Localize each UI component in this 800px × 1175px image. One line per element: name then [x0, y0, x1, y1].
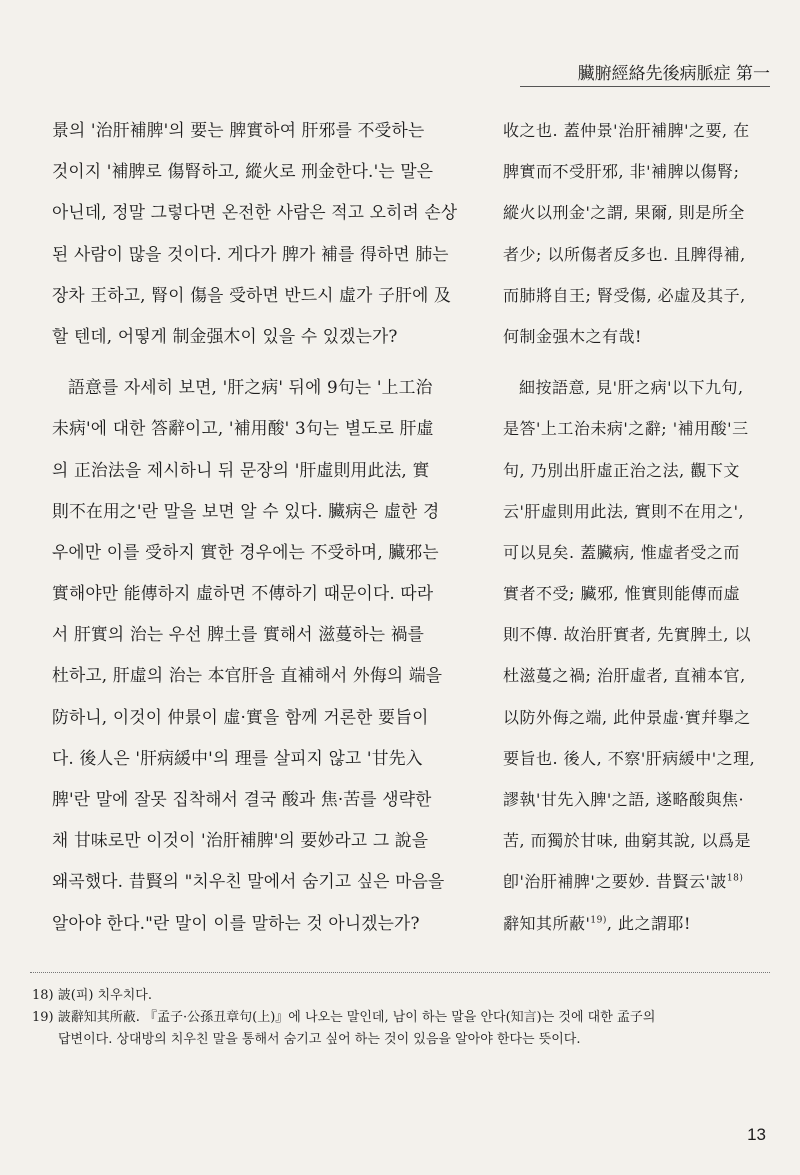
- text-line: 未病'에 대한 答辭이고, '補用酸' 3句는 별도로 肝虛: [52, 418, 434, 439]
- text-line: 細按語意, 見'肝之病'以下九句,: [519, 378, 744, 398]
- text-line: 則不在用之'란 말을 보면 알 수 있다. 臟病은 虛한 경: [52, 500, 440, 521]
- text-line: 杜滋蔓之禍; 治肝虛者, 直補本官,: [503, 666, 746, 686]
- text-line: 謬執'甘先入脾'之語, 遂略酸與焦·: [503, 790, 745, 809]
- korean-paragraph-1: [52, 110, 482, 357]
- footnote-text: 詖辭知其所蔽. 『孟子·公孫丑章句(上)』에 나오는 말인데, 남이 하는 말을 안다(知言)는 것에 대한 孟子의: [57, 1010, 656, 1025]
- footnote-19-continuation: 답변이다. 상대방의 치우친 말을 통해서 숨기고 싶어 하는 것이 있음을 알아야 한다는 뜻이다.: [58, 1032, 581, 1047]
- classical-chinese-column: [503, 110, 773, 933]
- text-line: 의 正治法을 제시하니 뒤 문장의 '肝虛則用此法, 實: [52, 459, 430, 480]
- text-line: 서 肝實의 治는 우선 脾土를 實해서 滋蔓하는 禍를: [52, 624, 425, 645]
- text-line: 實해야만 能傳하지 虛하면 不傳하기 때문이다. 따라: [52, 583, 434, 604]
- text-line: 알아야 한다."란 말이 이를 말하는 것 아니겠는가?: [52, 912, 420, 933]
- text-line: 云'肝虛則用此法, 實則不在用之',: [503, 501, 745, 521]
- text-line: 景의 '治肝補脾'의 要는 脾實하여 肝邪를 不受하는: [52, 120, 425, 140]
- page-number: 13: [747, 1125, 766, 1144]
- text-line: 縱火以刑金'之謂, 果爾, 則是所全: [503, 203, 745, 223]
- text-line: [503, 903, 773, 944]
- text-line: 語意를 자세히 보면, '肝之病' 뒤에 9句는 '上工治: [68, 377, 433, 398]
- text-line: 脾'란 말에 잘못 집착해서 결국 酸과 焦·苦를 생략한: [52, 789, 432, 809]
- text-segment: 辭知其所蔽': [503, 913, 591, 933]
- text-line: 苦, 而獨於甘味, 曲窮其說, 以爲是: [503, 831, 752, 851]
- footnotes: [32, 985, 772, 1065]
- footnote-rule: [30, 972, 770, 973]
- text-line: 防하니, 이것이 仲景이 虛·實을 함께 거론한 要旨이: [52, 706, 429, 727]
- text-line: 要旨也. 後人, 不察'肝病緩中'之理,: [503, 748, 756, 768]
- text-line: 된 사람이 많을 것이다. 게다가 脾가 補를 得하면 肺는: [52, 243, 449, 264]
- header-rule: [520, 86, 770, 87]
- text-segment: , 此之謂耶!: [606, 913, 691, 933]
- text-line: 다. 後人은 '肝病緩中'의 理를 살피지 않고 '甘先入: [52, 747, 423, 768]
- text-line: 脾實而不受肝邪, 非'補脾以傷腎;: [503, 162, 740, 182]
- text-line: 채 甘味로만 이것이 '治肝補脾'의 要妙라고 그 說을: [52, 830, 429, 851]
- footnote-text: 詖(피) 치우치다.: [57, 988, 152, 1003]
- korean-translation-column: [52, 110, 482, 933]
- footnote-19: [32, 1007, 772, 1029]
- classical-paragraph-2: [503, 367, 773, 944]
- text-line: 是答'上工治未病'之辭; '補用酸'三: [503, 419, 749, 439]
- footnote-18: [32, 985, 772, 1007]
- text-line: 何制金强木之有哉!: [503, 326, 642, 346]
- footnote-number: 19): [32, 1010, 54, 1025]
- text-line: 收之也. 蓋仲景'治肝補脾'之要, 在: [503, 121, 750, 140]
- text-line: 者少; 以所傷者反多也. 且脾得補,: [503, 244, 746, 264]
- running-header: 臟腑經絡先後病脈症 第一: [577, 64, 770, 84]
- text-line: 實者不受; 臟邪, 惟實則能傳而虛: [503, 584, 741, 604]
- text-line: 以防外侮之端, 此仲景虛·實幷擧之: [503, 707, 751, 727]
- text-line: [503, 861, 773, 902]
- korean-paragraph-2: [52, 367, 482, 944]
- footnote-ref-19: 19): [590, 915, 607, 926]
- classical-paragraph-1: [503, 110, 773, 357]
- text-line: 우에만 이를 受하지 實한 경우에는 不受하며, 臟邪는: [52, 541, 439, 562]
- footnote-number: 18): [32, 988, 54, 1003]
- footnote-ref-18: 18): [726, 874, 744, 885]
- text-line: 則不傳. 故治肝實者, 先實脾土, 以: [503, 625, 752, 645]
- text-line: 왜곡했다. 昔賢의 "치우친 말에서 숨기고 싶은 마음을: [52, 871, 445, 892]
- text-segment: 卽'治肝補脾'之要妙. 昔賢云'詖: [503, 872, 727, 892]
- text-line: 可以見矣. 蓋臟病, 惟虛者受之而: [503, 542, 740, 562]
- text-line: 장차 王하고, 腎이 傷을 受하면 반드시 虛가 子肝에 及: [52, 284, 451, 305]
- text-line: 句, 乃別出肝虛正治之法, 觀下文: [503, 460, 740, 480]
- text-line: 杜하고, 肝虛의 治는 本官肝을 直補해서 外侮의 端을: [52, 665, 443, 686]
- text-line: 할 텐데, 어떻게 制金强木이 있을 수 있겠는가?: [52, 325, 398, 346]
- text-line: 而肺將自王; 腎受傷, 必虛及其子,: [503, 285, 746, 305]
- text-line: 것이지 '補脾로 傷腎하고, 縱火로 刑金한다.'는 말은: [52, 161, 434, 182]
- text-line: 아닌데, 정말 그렇다면 온전한 사람은 적고 오히려 손상: [52, 202, 458, 223]
